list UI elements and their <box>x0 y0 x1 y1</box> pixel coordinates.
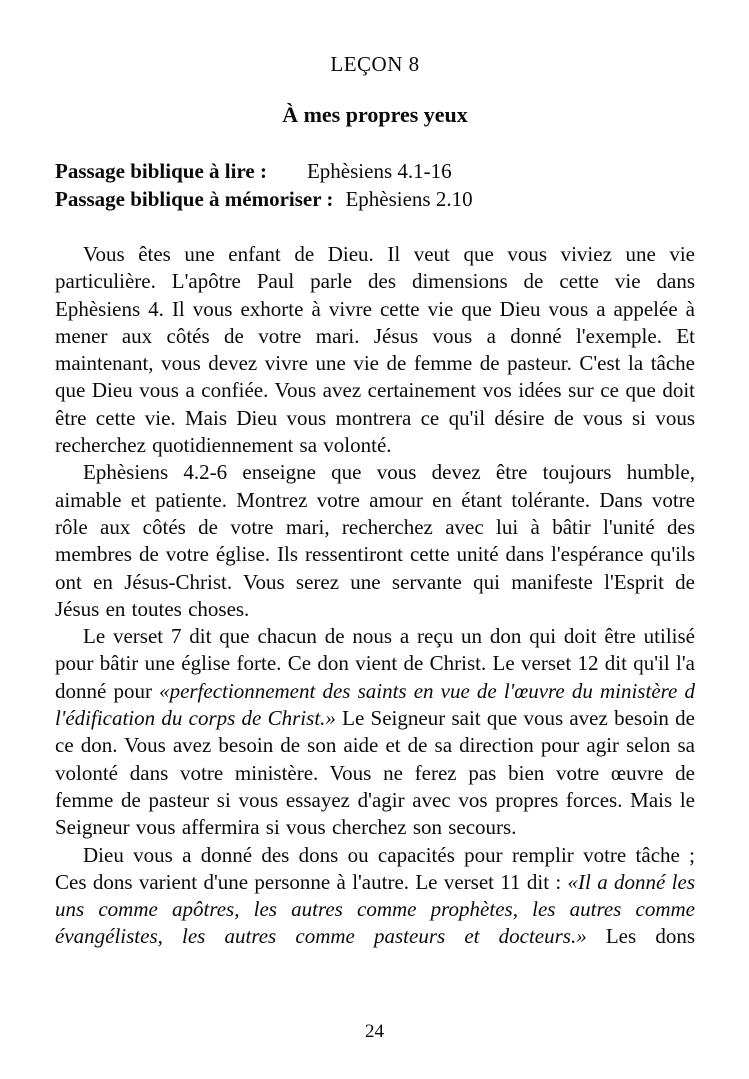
paragraph-1 <box>55 241 695 459</box>
paragraph-4-text-lead: Dieu vous a donné des dons ou capacités pour remplir votre tâche ; Ces dons varient d'une personne à l'autre. Le verset 11 dit : <box>55 842 695 894</box>
passage-references <box>55 157 695 213</box>
paragraph-2-text: Ephèsiens 4.2-6 enseigne que vous devez être toujours humble, aimable et patiente. Montrez votre amour en étant tolérante. Dans votre rôle aux côtés de votre mari, recherchez avec lui à bâtir l'unité des membres de votre église. Ils ressentiront cette unité dans l'espérance qu'ils ont en Jésus-Christ. Vous serez une servante qui manifeste l'Esprit de Jésus en toutes choses. <box>55 460 695 621</box>
paragraph-4-scripture-quote: «Il a donné les uns comme apôtres, les autres comme prophètes, les autres comme évangélistes, les autres comme pasteurs et docteurs.» <box>55 869 695 949</box>
passage-to-read-row <box>55 157 695 185</box>
passage-to-memorize-label: Passage biblique à mémoriser : <box>55 187 334 211</box>
page-title: À mes propres yeux <box>282 102 468 127</box>
page-number: 24 <box>365 1021 384 1042</box>
paragraph-4-text-tail: Les dons <box>586 924 695 949</box>
paragraph-4 <box>55 842 695 951</box>
paragraph-3-scripture-quote: «perfectionnement des saints en vue de l'œuvre du ministère d l'édification du corps de Christ.» <box>55 678 695 731</box>
paragraph-2 <box>55 459 695 623</box>
paragraph-3-text-tail: Le Seigneur sait que vous avez besoin de ce don. Vous avez besoin de son aide et de sa direction pour agir selon sa volonté dans votre ministère. Vous ne ferez pas bien votre œuvre de femme de pasteur si vous essayez d'agir avec vos propres forces. Mais le Seigneur vous affermira si vous cherchez son secours. <box>55 706 695 840</box>
passage-to-read-value: Ephèsiens 4.1-16 <box>306 159 452 183</box>
passage-to-memorize-row <box>55 185 695 213</box>
body-text <box>55 241 695 951</box>
passage-to-read-label: Passage biblique à lire : <box>55 159 267 183</box>
paragraph-3-text-lead: Le verset 7 dit que chacun de nous a reçu un don qui doit être utilisé pour bâtir une église forte. Ce don vient de Christ. Le verset 12 dit qu'il l'a donné pour <box>55 624 695 703</box>
paragraph-3 <box>55 623 695 841</box>
passage-to-memorize-value: Ephèsiens 2.10 <box>345 187 473 211</box>
lesson-heading: LEÇON 8 <box>330 52 420 76</box>
paragraph-1-text: Vous êtes une enfant de Dieu. Il veut que vous viviez une vie particulière. L'apôtre Paul parle des dimensions de cette vie dans Ephèsiens 4. Il vous exhorte à vivre cette vie que Dieu vous a appelée à mener aux côtés de votre mari. Jésus vous a donné l'exemple. Et maintenant, vous devez vivre une vie de femme de pasteur. C'est la tâche que Dieu vous a confiée. Vous avez certainement vos idées sur ce que doit être cette vie. Mais Dieu vous montrera ce qu'il désire de vous si vous recherchez quotidiennement sa volonté. <box>55 242 695 458</box>
